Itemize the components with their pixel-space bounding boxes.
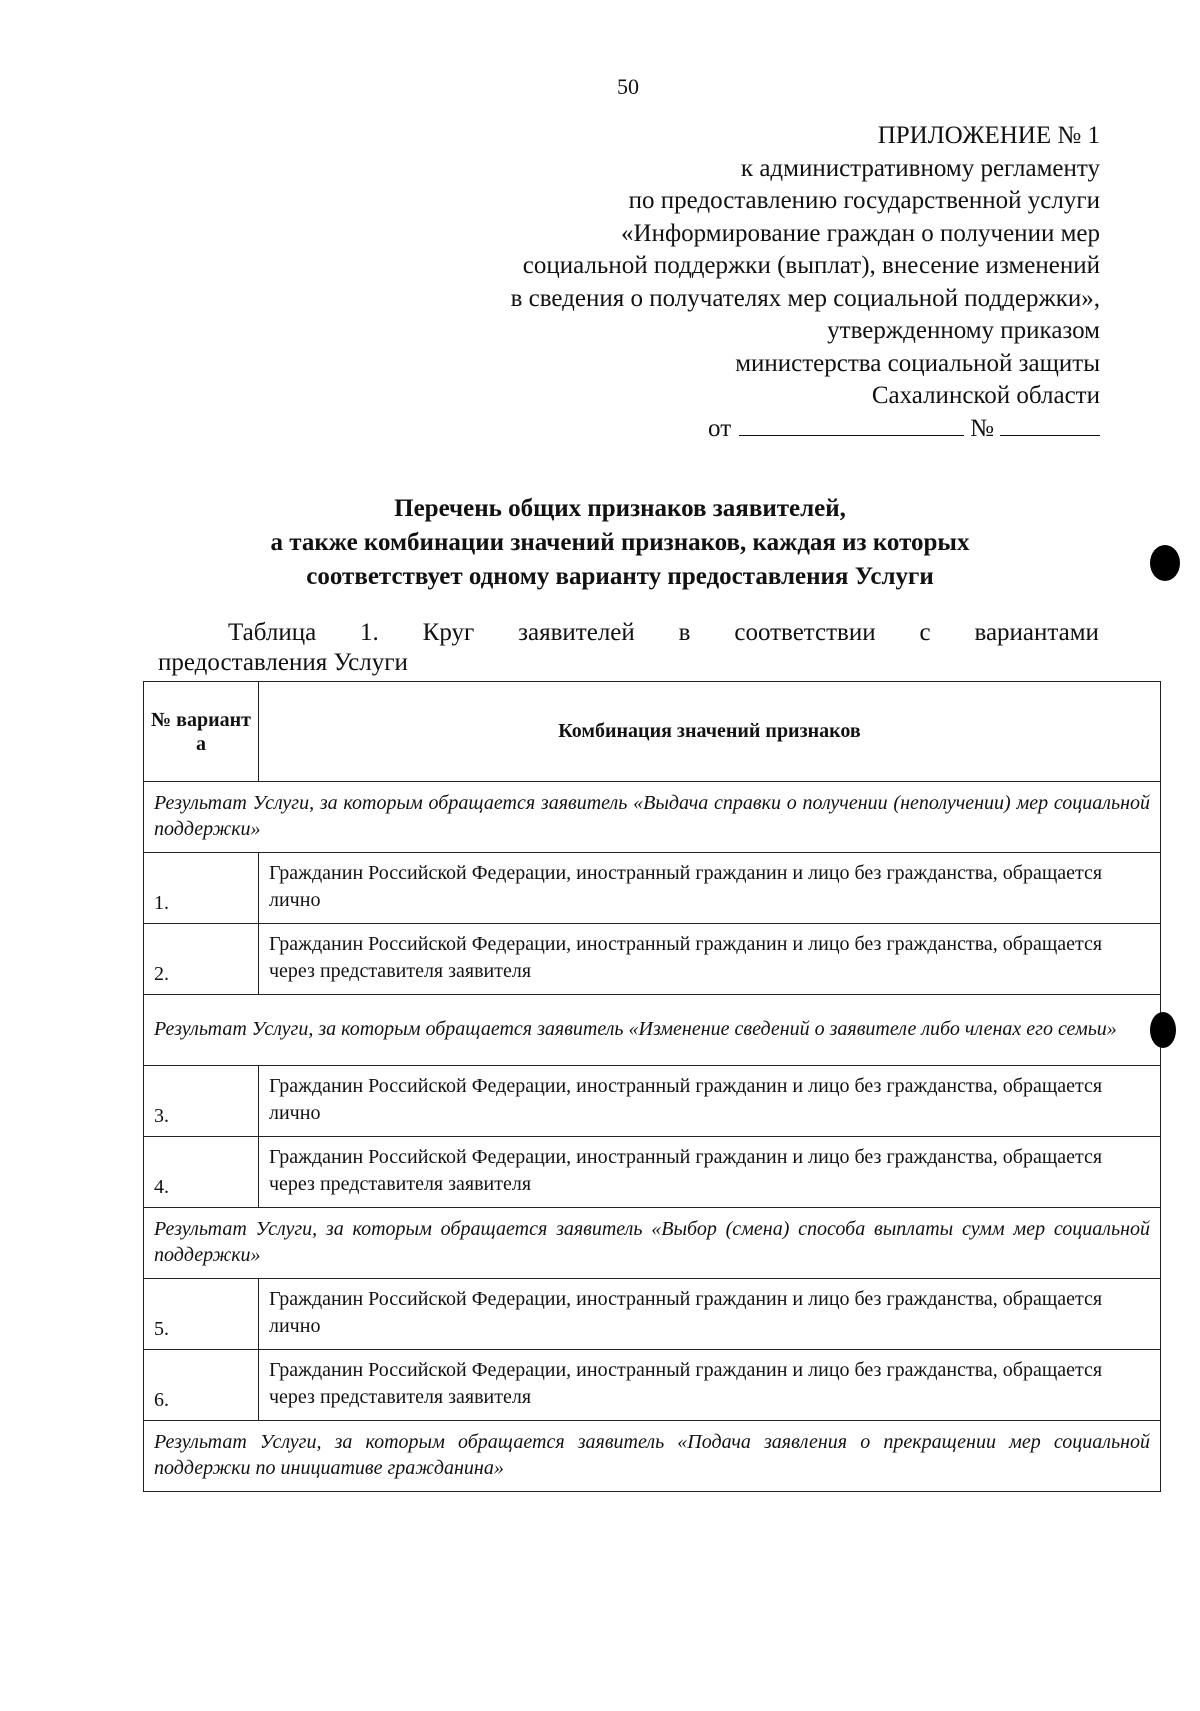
caption-line-2: предоставления Услуги [158,649,408,676]
caption-word: Таблица [228,619,317,646]
variants-table-wrapper [143,681,1161,1492]
group-result-cell: Результат Услуги, за которым обращается заявитель «Изменение сведений о заявителе либо членах его семьи» [144,995,1161,1066]
number-blank-field [1000,413,1100,436]
appendix-line: в сведения о получателях мер социальной поддержки», [510,284,1100,312]
number-sign: № [970,414,994,442]
title-line: а также комбинации значений признаков, каждая из которых [270,529,970,556]
variants-table [143,681,1161,1492]
document-title [120,492,1120,594]
group-row [144,1421,1161,1492]
group-row [144,782,1161,853]
appendix-line: социальной поддержки (выплат), внесение изменений [522,252,1100,279]
caption-word: с [919,619,931,646]
table-row [144,1350,1161,1421]
header-number: № вариант а [144,682,259,782]
variant-combination: Гражданин Российской Федерации, иностранный гражданин и лицо без гражданства, обращается через представителя заявителя [259,924,1161,995]
caption-word: заявителей [518,619,635,646]
variant-combination: Гражданин Российской Федерации, иностранный гражданин и лицо без гражданства, обращается лично [259,853,1161,924]
group-result-cell: Результат Услуги, за которым обращается заявитель «Подача заявления о прекращении мер социальной поддержки по инициативе гражданина» [144,1421,1161,1492]
variant-combination: Гражданин Российской Федерации, иностранный гражданин и лицо без гражданства, обращается лично [259,1066,1161,1137]
table-caption [158,618,1099,678]
table-header-row [144,682,1161,782]
date-number-line [511,413,1100,446]
caption-word: вариантами [974,619,1099,646]
variant-number: 5. [144,1279,259,1350]
title-line: Перечень общих признаков заявителей, [394,495,846,522]
variant-combination: Гражданин Российской Федерации, иностранный гражданин и лицо без гражданства, обращается через представителя заявителя [259,1137,1161,1208]
caption-word: в [678,619,691,646]
appendix-line: к административному регламенту [740,154,1100,182]
group-result-cell: Результат Услуги, за которым обращается заявитель «Выдача справки о получении (неполучении) мер социальной поддержки» [144,782,1161,853]
variant-number: 2. [144,924,259,995]
date-prefix: от [708,414,732,442]
variant-number: 1. [144,853,259,924]
appendix-line: министерства социальной защиты [735,349,1100,377]
caption-word: 1. [360,619,379,646]
table-row [144,1066,1161,1137]
appendix-block [511,120,1100,445]
caption-line-1 [158,618,1099,648]
appendix-line: ПРИЛОЖЕНИЕ № 1 [877,122,1100,149]
variant-combination: Гражданин Российской Федерации, иностранный гражданин и лицо без гражданства, обращается через представителя заявителя [259,1350,1161,1421]
header-combination: Комбинация значений признаков [259,682,1161,782]
appendix-line: Сахалинской области [871,382,1100,409]
punch-hole-mark [1150,545,1180,581]
appendix-line: по предоставлению государственной услуги [628,187,1100,214]
variant-combination: Гражданин Российской Федерации, иностранный гражданин и лицо без гражданства, обращается лично [259,1279,1161,1350]
table-row [144,853,1161,924]
caption-word: соответствии [734,619,876,646]
punch-hole-mark [1150,1012,1176,1048]
title-line: соответствует одному варианту предоставления Услуги [306,563,934,590]
caption-word: Круг [422,619,475,646]
page-number: 50 [617,74,639,99]
table-row [144,924,1161,995]
table-row [144,1137,1161,1208]
group-row [144,995,1161,1066]
date-blank-field [739,413,964,436]
group-result-cell: Результат Услуги, за которым обращается заявитель «Выбор (смена) способа выплаты сумм мер социальной поддержки» [144,1208,1161,1279]
appendix-line: «Информирование граждан о получении мер [621,219,1100,247]
appendix-line: утвержденному приказом [827,317,1100,344]
variant-number: 6. [144,1350,259,1421]
table-row [144,1279,1161,1350]
variant-number: 4. [144,1137,259,1208]
group-row [144,1208,1161,1279]
variant-number: 3. [144,1066,259,1137]
